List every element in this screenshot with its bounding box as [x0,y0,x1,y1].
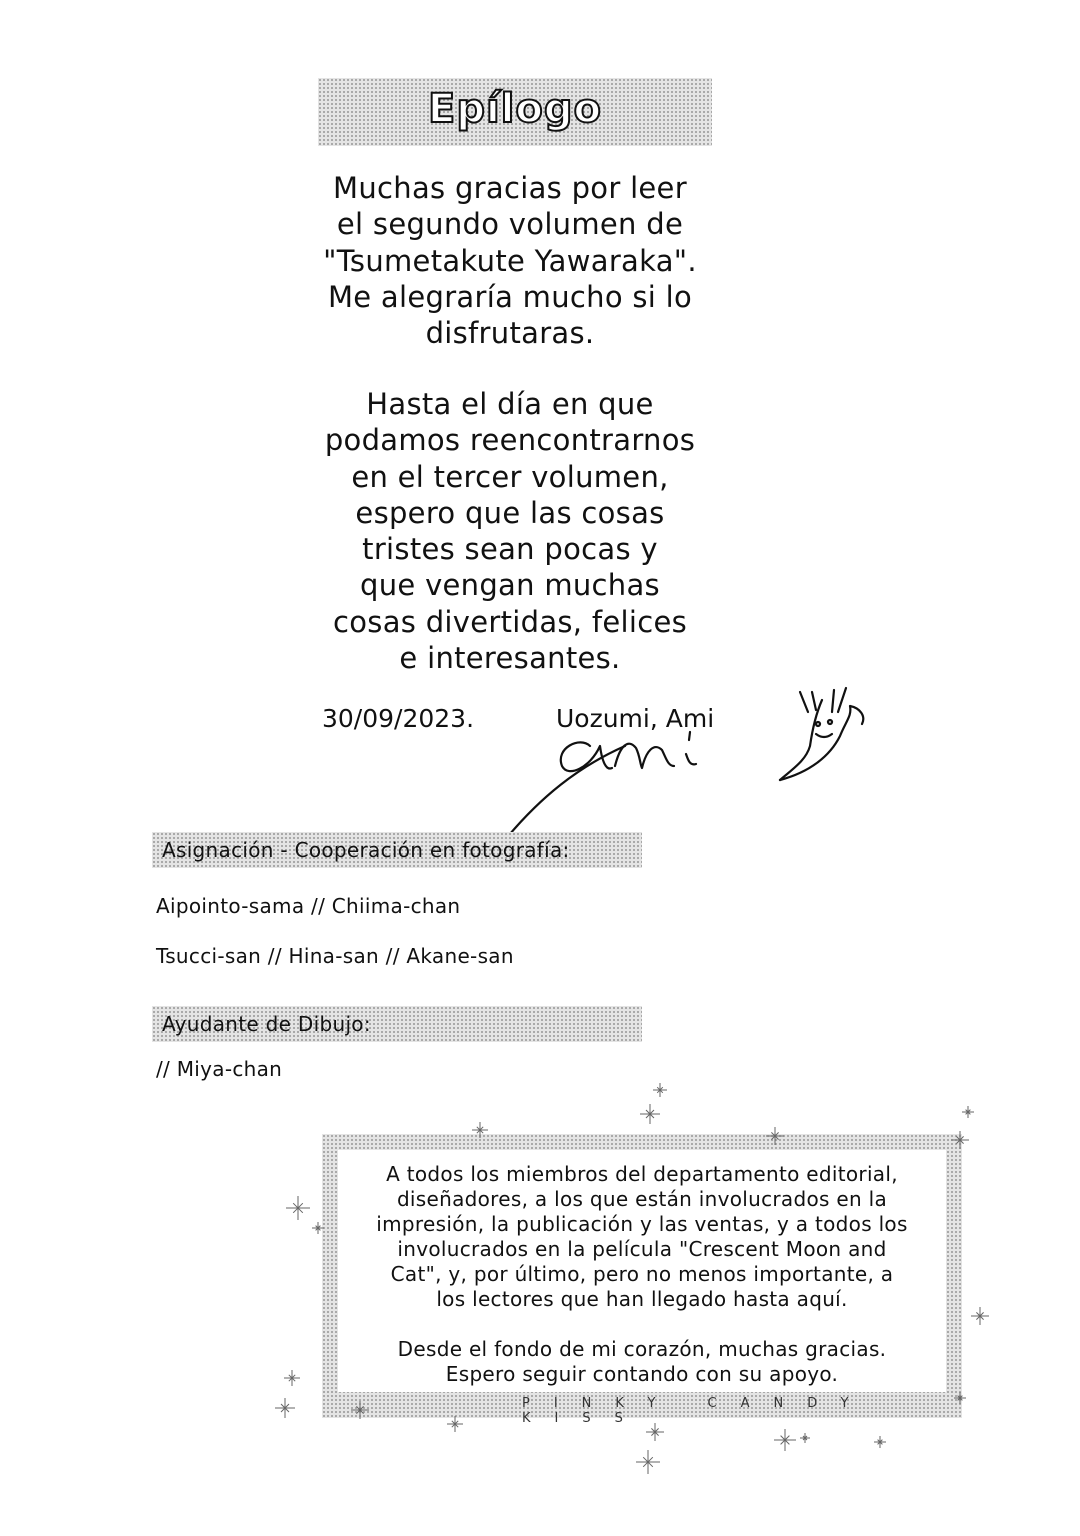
sparkle-icon [653,1083,667,1097]
text-line: e interesantes. [399,641,621,676]
photo-credit-line: Aipointo-sama // Chiima-chan [156,894,461,918]
thanks-panel [338,1150,946,1392]
sparkle-icon [971,1307,989,1325]
text-line: "Tsumetakute Yawaraka". [323,243,697,278]
sparkle-icon [284,1370,300,1386]
epilogue-date: 30/09/2023. [322,704,475,733]
text-line: Cat", y, por último, pero no menos importante, a [390,1262,894,1286]
text-line: en el tercer volumen, [351,459,669,494]
sparkle-icon [800,1433,810,1443]
photo-credit-line: Tsucci-san // Hina-san // Akane-san [156,944,514,968]
title-banner [318,78,712,146]
text-line: podamos reencontrarnos [324,423,696,458]
text-line: Me alegraría mucho si lo [327,279,693,314]
thanks-message [338,1162,946,1387]
epilogue-paragraph-1 [280,170,740,351]
text-line: Hasta el día en que [366,387,654,421]
text-line: diseñadores, a los que están involucrados en la [396,1187,888,1211]
drawing-assistant-banner [152,1006,642,1042]
text-line: disfrutaras. [425,316,595,351]
thanks-frame [322,1134,962,1426]
sparkle-icon [774,1429,796,1451]
text-line: el segundo volumen de [336,207,684,242]
epilogue-paragraph-2 [280,386,740,676]
sparkle-icon [636,1450,660,1474]
sparkle-icon [962,1106,974,1118]
sparkle-icon [286,1196,310,1220]
text-line: espero que las cosas [355,495,665,530]
text-line: Desde el fondo de mi corazón, muchas gracias. [397,1337,887,1361]
text-line: A todos los miembros del departamento editorial, [386,1162,898,1186]
text-line: impresión, la publicación y las ventas, y a todos los [376,1212,908,1236]
page-title: Epílogo [428,86,602,132]
sparkle-icon [874,1436,886,1448]
drawing-assistant-label: Ayudante de Dibujo: [162,1012,371,1036]
sparkle-icon [447,1416,463,1432]
text-line: Muchas gracias por leer [333,171,687,205]
drawing-credit-line: // Miya-chan [156,1057,283,1081]
text-line: que vengan muchas [360,568,660,603]
author-name: Uozumi, Ami [556,704,715,733]
author-signature-cat-doodle [450,676,880,856]
photo-cooperation-banner [152,832,642,868]
text-line: cosas divertidas, felices [333,604,687,639]
text-line: los lectores que han llegado hasta aquí. [436,1287,848,1311]
text-line: Espero seguir contando con su apoyo. [445,1362,839,1386]
brand-text: PINKY CANDY KISS [522,1396,873,1426]
sparkle-icon [275,1398,295,1418]
photo-cooperation-label: Asignación - Cooperación en fotografía: [162,838,570,862]
text-line: tristes sean pocas y [362,532,658,567]
sparkle-icon [640,1104,660,1124]
text-line [338,1312,946,1337]
text-line: involucrados en la película "Crescent Moon and [397,1237,887,1261]
